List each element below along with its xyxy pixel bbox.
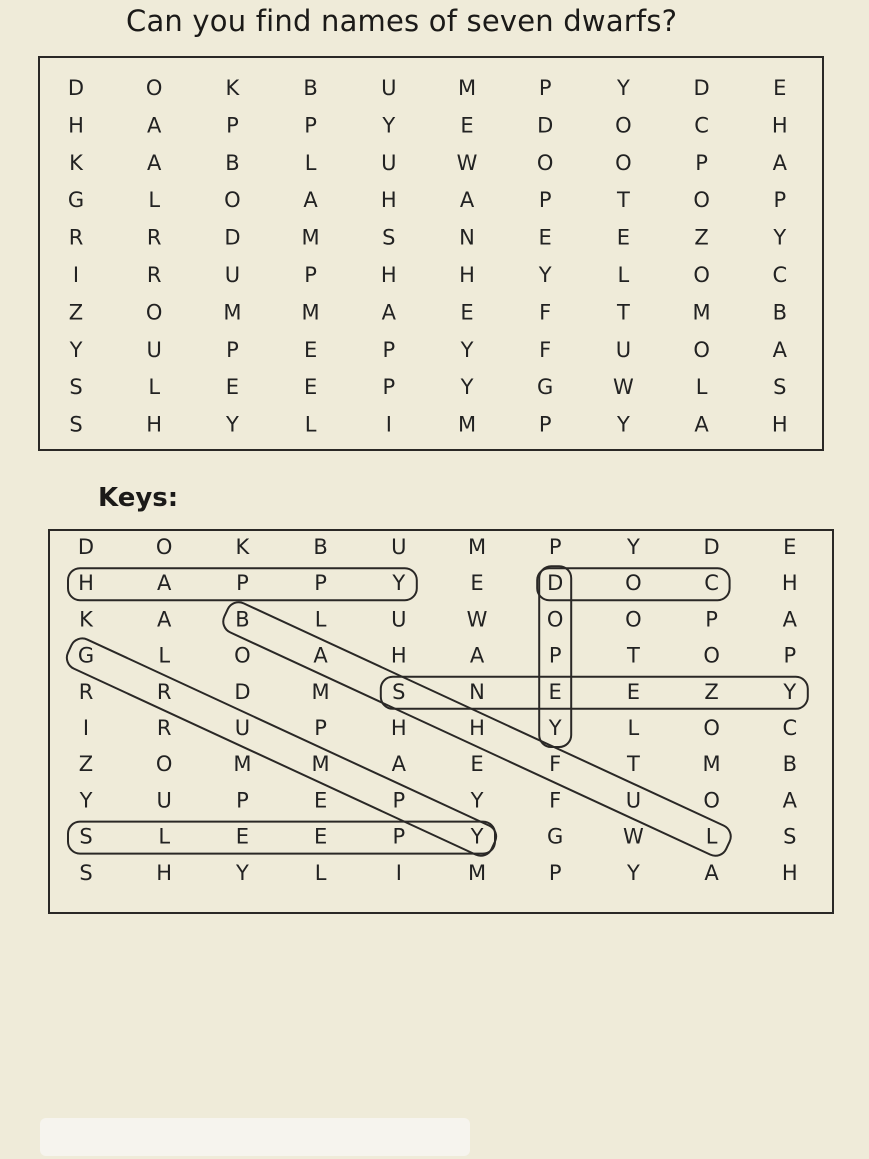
puzzle-letter-r3-c0: G [67,188,85,213]
answer-letter-r5-c1: R [156,716,172,740]
puzzle-letter-r6-c7: T [616,300,630,325]
answer-letter-r5-c0: I [82,716,90,740]
answer-letter-r1-c7: O [625,571,642,596]
answer-letter-r4-c7: E [626,679,641,704]
answer-letter-r0-c3: B [313,535,328,559]
puzzle-letter-r1-c7: O [615,113,632,138]
puzzle-letter-r7-c9: A [772,337,787,362]
answer-letter-r6-c7: T [626,752,640,777]
answer-letter-r4-c9: Y [783,679,797,704]
answer-letter-r2-c6: O [546,607,564,632]
puzzle-letter-r0-c2: K [225,76,240,100]
keys-heading: Keys: [98,483,179,513]
puzzle-letter-r8-c5: Y [460,375,474,400]
answer-letter-r4-c3: M [311,679,330,704]
puzzle-letter-r4-c1: R [146,225,162,250]
answer-letter-r2-c5: W [466,607,488,632]
answer-letter-r7-c8: O [703,788,720,813]
answer-letter-r0-c9: E [783,535,797,559]
answer-letter-r7-c6: F [549,788,562,813]
answer-loop-sneezy [381,677,808,709]
answer-letter-r0-c4: U [391,535,407,559]
puzzle-letter-r7-c3: E [303,337,318,362]
puzzle-letter-r7-c2: P [226,337,239,362]
puzzle-letter-r9-c6: P [538,412,552,437]
puzzle-letter-r9-c0: S [69,412,83,437]
puzzle-letter-r6-c0: Z [68,300,84,325]
puzzle-letter-r2-c0: K [69,150,83,175]
puzzle-letter-r4-c4: S [382,225,396,250]
puzzle-letter-r0-c1: O [145,76,163,100]
puzzle-letter-r7-c6: F [539,337,552,362]
answer-letter-r3-c7: T [626,643,640,668]
answer-letter-r7-c5: Y [470,788,484,813]
puzzle-letter-r6-c2: M [223,300,242,325]
answer-letter-r4-c8: Z [704,679,719,704]
answer-letter-r8-c3: E [313,824,328,849]
puzzle-letter-r3-c2: O [224,188,241,213]
answer-letter-r5-c4: H [390,716,407,740]
answer-letter-r3-c5: A [469,643,485,668]
answer-letter-r5-c5: H [469,716,485,740]
answer-letter-r4-c6: E [548,679,562,704]
puzzle-letter-r3-c5: A [459,188,475,213]
puzzle-letter-r6-c5: E [460,300,474,325]
puzzle-letter-r6-c8: M [692,300,711,325]
answer-letter-r6-c1: O [155,752,173,777]
puzzle-letter-r5-c0: I [72,263,80,287]
puzzle-letter-r6-c6: F [539,300,552,325]
puzzle-letter-r7-c8: O [693,337,710,362]
answer-letter-r3-c6: P [548,643,562,668]
answer-letter-r9-c5: M [467,860,487,885]
answer-letter-r9-c0: S [79,860,93,885]
answer-letter-r9-c1: H [156,860,173,885]
puzzle-letter-r5-c3: P [304,263,317,287]
puzzle-letter-r9-c9: H [771,412,788,437]
puzzle-letter-r9-c7: Y [616,412,630,437]
puzzle-letter-r9-c4: I [385,412,392,437]
puzzle-letter-r1-c1: A [147,113,162,138]
puzzle-letter-r4-c8: Z [694,225,709,250]
answer-letter-r3-c2: O [234,643,251,668]
puzzle-letter-r3-c4: H [380,188,397,213]
puzzle-letter-r3-c7: T [616,188,630,213]
puzzle-letter-r3-c6: P [538,188,552,213]
puzzle-letter-r1-c0: H [68,113,84,138]
answer-letter-r1-c4: Y [392,571,406,596]
puzzle-letter-r6-c9: B [772,300,788,325]
answer-letter-r6-c4: A [391,752,406,777]
answer-letter-r0-c0: D [77,535,95,559]
puzzle-letter-r2-c2: B [225,150,240,175]
answer-letter-r8-c8: L [705,824,718,849]
puzzle-letter-r9-c2: Y [225,412,239,437]
answer-letter-r8-c0: S [79,824,93,849]
puzzle-letter-r8-c9: S [773,375,787,400]
answer-letter-r2-c4: U [391,607,407,632]
puzzle-letter-r5-c8: O [693,263,710,287]
puzzle-letter-r5-c2: U [224,263,241,287]
puzzle-letter-r9-c8: A [694,412,709,437]
puzzle-letter-r0-c9: E [773,76,787,100]
answer-letter-r9-c9: H [781,860,798,885]
puzzle-letter-r8-c4: P [382,375,396,400]
answer-letter-r3-c9: P [783,643,797,668]
puzzle-letter-r5-c6: Y [538,263,552,287]
answer-letter-r7-c9: A [782,788,797,813]
puzzle-letter-r7-c1: U [146,337,162,362]
answer-letter-r1-c1: A [157,571,172,596]
answer-letter-r8-c6: G [547,824,564,849]
answer-letter-r4-c2: D [234,679,251,704]
puzzle-letter-r8-c1: L [148,375,161,400]
answer-letter-r7-c1: U [156,788,172,813]
page-title: Can you find names of seven dwarfs? [126,4,678,38]
answer-letter-r2-c2: B [235,607,250,632]
answer-letter-r6-c0: Z [78,752,94,777]
puzzle-letter-r4-c0: R [68,225,84,250]
answer-letter-r7-c0: Y [79,788,93,813]
answer-letter-r3-c4: H [390,643,407,668]
puzzle-letter-r9-c1: H [146,412,163,437]
answer-key-grid [48,529,834,914]
answer-letter-r1-c5: E [470,571,484,596]
answer-letter-r3-c8: O [703,643,720,668]
answer-letter-r4-c4: S [392,679,406,704]
puzzle-letter-r5-c4: H [380,263,397,287]
answer-letter-r8-c2: E [235,824,250,849]
answer-letter-r2-c8: P [705,607,718,632]
answer-letter-r3-c1: L [158,643,171,668]
answer-letter-r6-c9: B [782,752,798,777]
answer-letter-r5-c2: U [234,716,251,740]
puzzle-letter-r1-c3: P [304,113,317,138]
puzzle-letter-r9-c3: L [304,412,317,437]
answer-letter-r8-c4: P [392,824,406,849]
answer-letter-r9-c6: P [548,860,562,885]
answer-letter-r7-c3: E [313,788,328,813]
puzzle-letter-r9-c5: M [457,412,477,437]
puzzle-letter-r0-c6: P [538,76,552,100]
page-smudge [40,1118,470,1156]
answer-letter-r7-c4: P [392,788,406,813]
puzzle-letter-r4-c3: M [301,225,320,250]
puzzle-letter-r1-c4: Y [382,113,396,138]
puzzle-grid [38,56,824,451]
answer-letter-r7-c2: P [236,788,249,813]
answer-letter-r2-c7: O [625,607,642,632]
answer-letter-r0-c8: D [703,535,720,559]
answer-key-letters [50,531,836,916]
puzzle-letter-r8-c3: E [303,375,318,400]
answer-letter-r9-c4: I [395,860,402,885]
puzzle-letter-r2-c3: L [304,150,317,175]
puzzle-letter-r6-c3: M [301,300,320,325]
puzzle-letter-r0-c7: Y [616,76,630,100]
puzzle-letter-r3-c1: L [148,188,161,213]
answer-letter-r8-c9: S [783,824,797,849]
answer-letter-r9-c2: Y [235,860,249,885]
answer-letter-r5-c8: O [703,716,720,740]
puzzle-letter-r2-c4: U [381,150,397,175]
puzzle-letter-r1-c6: D [537,113,554,138]
puzzle-letter-r4-c6: E [538,225,552,250]
puzzle-letter-r7-c7: U [615,337,632,362]
puzzle-letter-r7-c5: Y [460,337,474,362]
answer-loop-grumpy [63,635,500,860]
answer-letter-r4-c0: R [78,679,94,704]
puzzle-letter-r7-c0: Y [69,337,83,362]
answer-letter-r8-c5: Y [470,824,484,849]
answer-letter-r6-c3: M [311,752,330,777]
puzzle-letter-r4-c5: N [459,225,475,250]
puzzle-letter-r0-c5: M [457,76,477,100]
puzzle-letter-r1-c8: C [694,113,709,138]
puzzle-letter-r1-c9: H [771,113,788,138]
puzzle-letter-r2-c7: O [615,150,632,175]
puzzle-letter-r4-c7: E [616,225,631,250]
answer-letter-r6-c6: F [549,752,562,777]
answer-letter-r1-c6: D [547,571,564,596]
answer-letter-r3-c0: G [77,643,95,668]
answer-letter-r4-c1: R [156,679,172,704]
answer-letter-r5-c7: L [627,716,640,740]
puzzle-letter-r4-c2: D [224,225,241,250]
answer-letter-r1-c2: P [236,571,249,596]
puzzle-letter-r0-c0: D [67,76,85,100]
answer-letter-r0-c5: M [467,535,487,559]
answer-letter-r5-c6: Y [548,716,562,740]
answer-letter-r5-c9: C [782,716,798,740]
answer-loop-sleepy [68,822,495,854]
puzzle-letter-r5-c9: C [772,263,788,287]
answer-letter-r0-c2: K [235,535,250,559]
puzzle-letter-r8-c0: S [69,375,83,400]
puzzle-letter-r5-c5: H [459,263,475,287]
answer-letter-r1-c8: C [704,571,719,596]
puzzle-grid-letters [40,58,826,453]
puzzle-letter-r1-c5: E [460,113,474,138]
puzzle-letter-r4-c9: Y [773,225,787,250]
puzzle-letter-r2-c6: O [536,150,554,175]
puzzle-letter-r3-c8: O [693,188,710,213]
puzzle-letter-r0-c8: D [693,76,710,100]
answer-letter-r0-c1: O [155,535,173,559]
puzzle-letter-r6-c1: O [145,300,163,325]
puzzle-letter-r3-c3: A [303,188,318,213]
answer-letter-r9-c3: L [314,860,327,885]
puzzle-letter-r8-c6: G [537,375,554,400]
puzzle-letter-r8-c8: L [695,375,708,400]
answer-letter-r8-c1: L [158,824,171,849]
answer-letter-r4-c5: N [469,679,485,704]
puzzle-letter-r5-c1: R [146,263,162,287]
puzzle-letter-r1-c2: P [226,113,239,138]
answer-letter-r6-c8: M [702,752,721,777]
puzzle-letter-r2-c5: W [456,150,478,175]
puzzle-letter-r0-c4: U [381,76,397,100]
answer-letter-r7-c7: U [625,788,642,813]
puzzle-letter-r2-c9: A [772,150,787,175]
answer-letter-r2-c0: K [79,607,93,632]
puzzle-letter-r7-c4: P [382,337,396,362]
answer-letter-r8-c7: W [623,824,644,849]
puzzle-letter-r3-c9: P [773,188,787,213]
answer-letter-r9-c8: A [704,860,719,885]
puzzle-letter-r2-c8: P [695,150,708,175]
answer-letter-r3-c3: A [313,643,328,668]
answer-letter-r9-c7: Y [626,860,640,885]
answer-letter-r5-c3: P [314,716,327,740]
answer-letter-r6-c5: E [470,752,484,777]
answer-letter-r2-c3: L [314,607,327,632]
answer-letter-r1-c9: H [781,571,798,596]
answer-letter-r0-c7: Y [626,535,640,559]
puzzle-letter-r5-c7: L [617,263,630,287]
puzzle-letter-r8-c7: W [613,375,634,400]
answer-letter-r6-c2: M [233,752,252,777]
answer-letter-r2-c1: A [157,607,172,632]
puzzle-letter-r8-c2: E [225,375,240,400]
answer-letter-r0-c6: P [548,535,562,559]
puzzle-letter-r0-c3: B [303,76,318,100]
answer-letter-r2-c9: A [782,607,797,632]
answer-letter-r1-c3: P [314,571,327,596]
puzzle-letter-r6-c4: A [381,300,396,325]
puzzle-letter-r2-c1: A [147,150,162,175]
answer-letter-r1-c0: H [78,571,94,596]
